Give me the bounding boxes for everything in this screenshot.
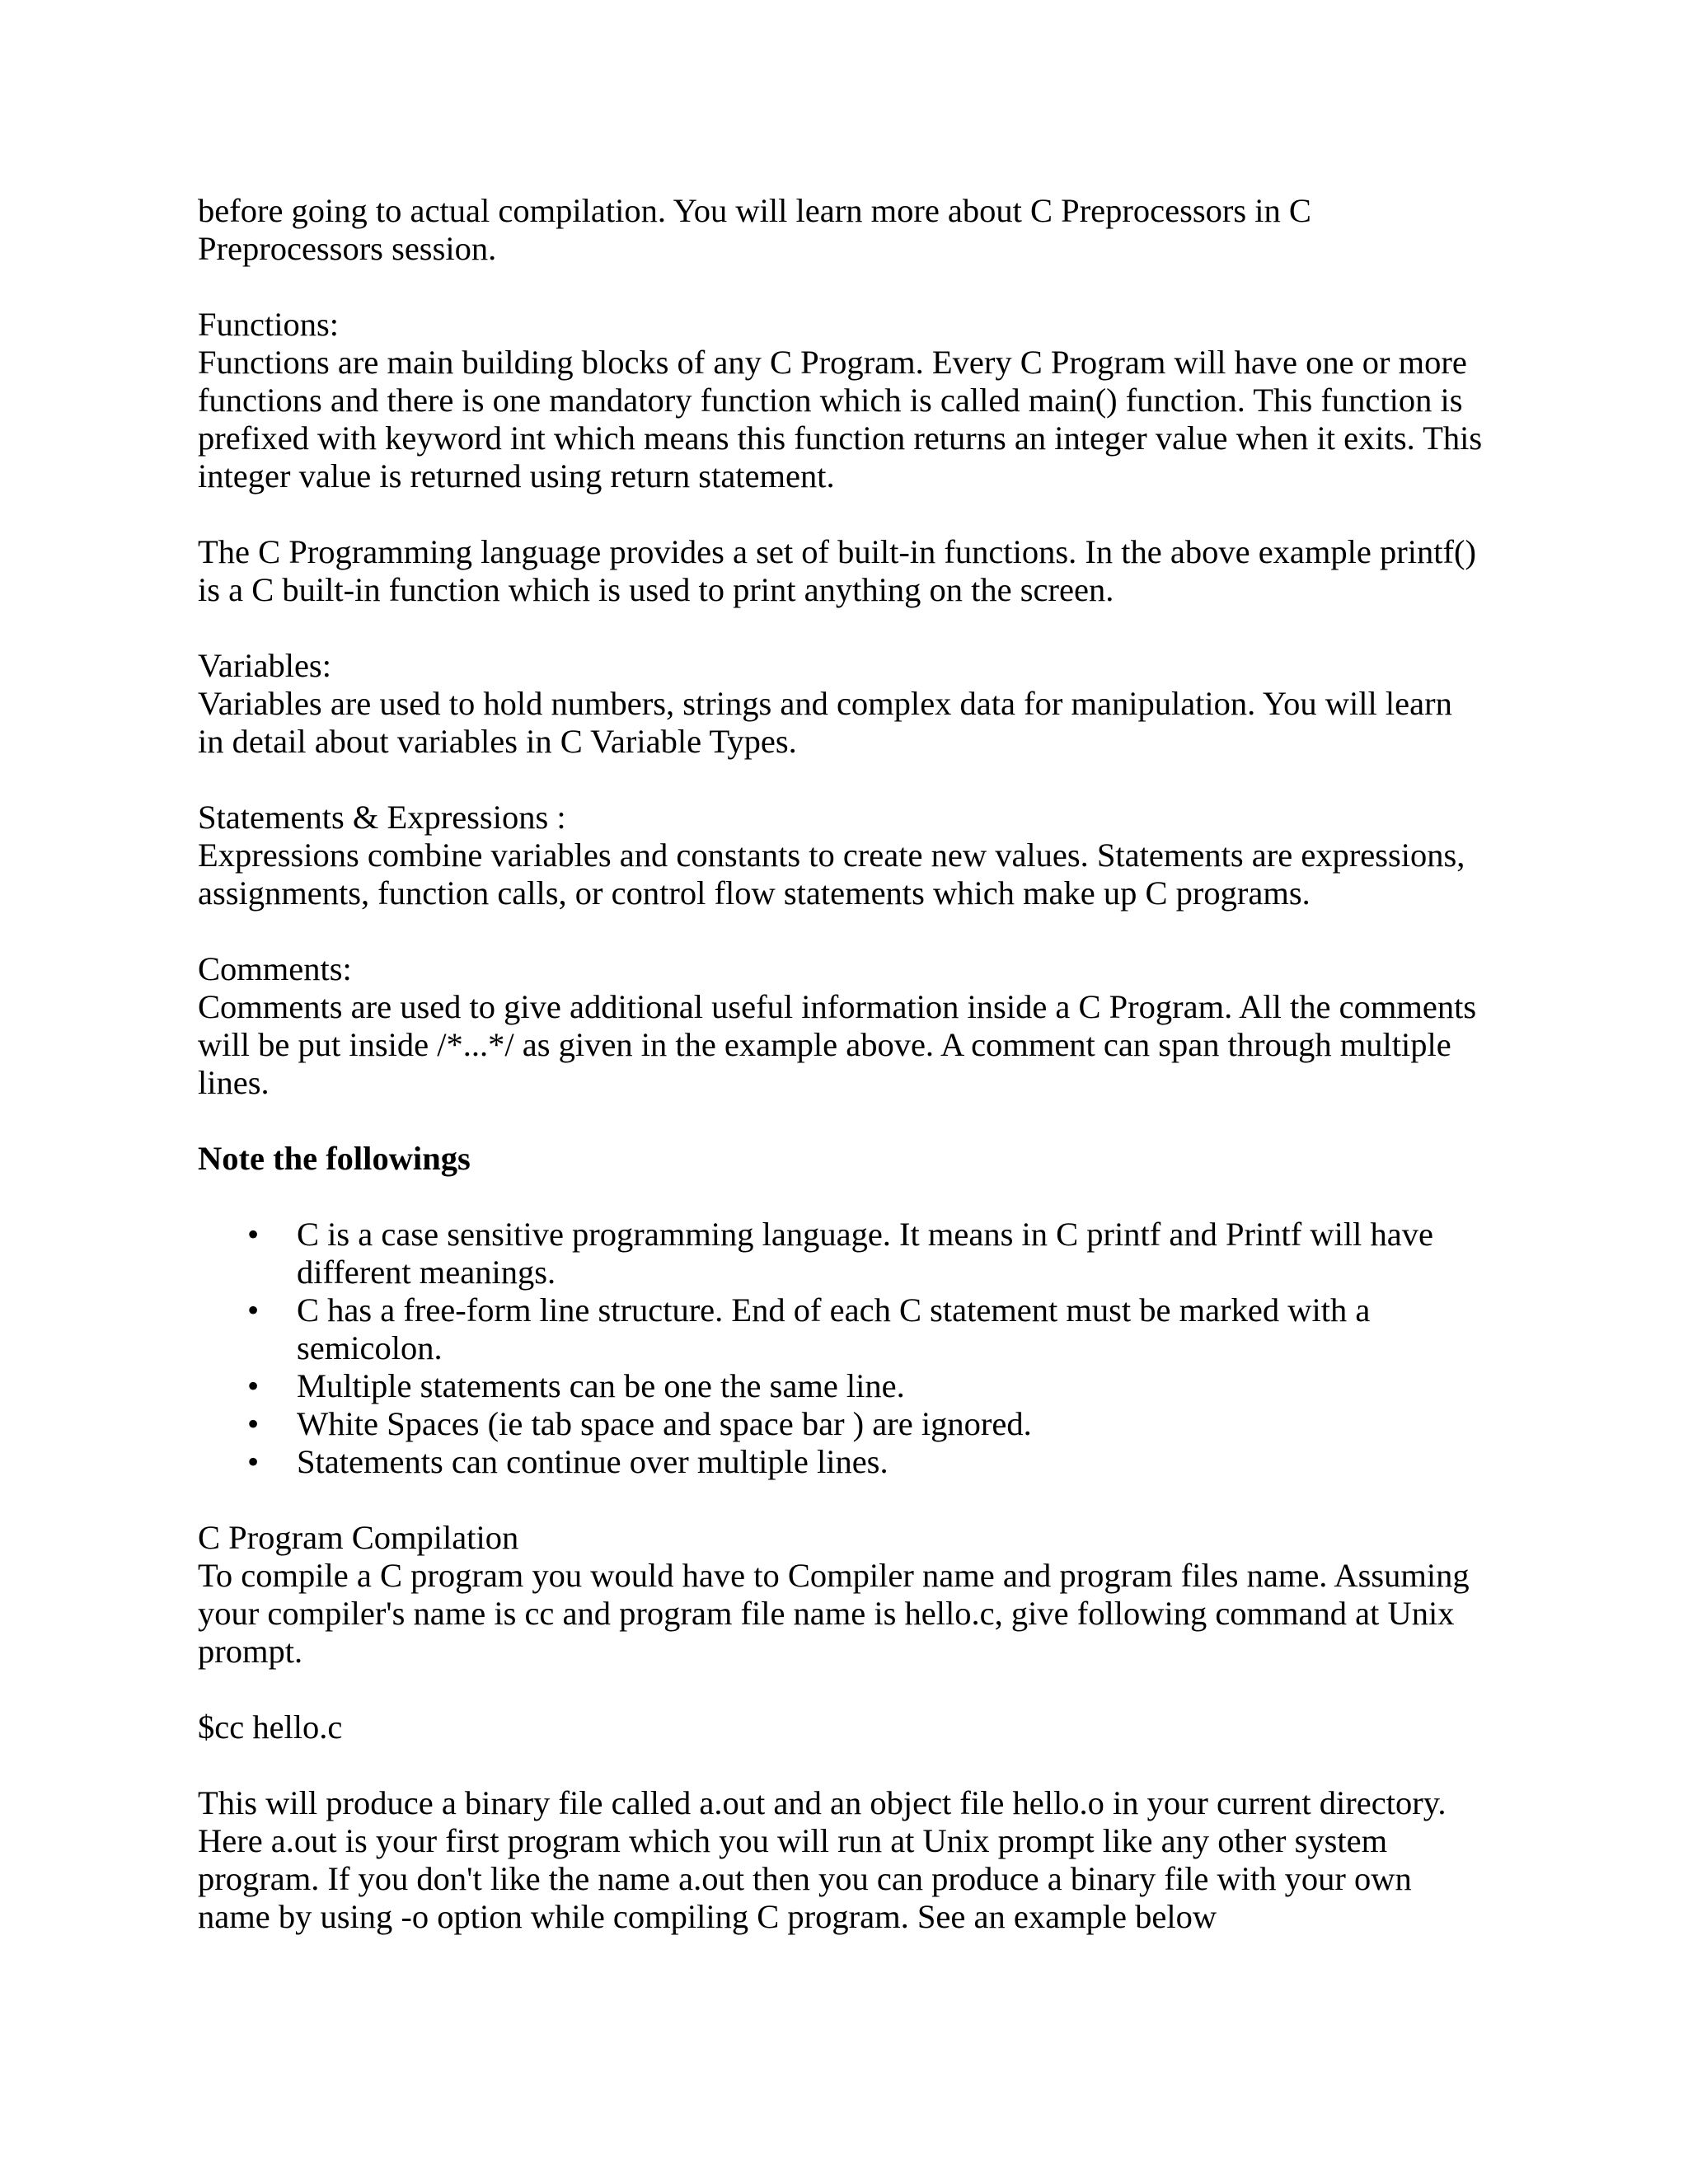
functions-paragraph: Functions are main building blocks of any C Program. Every C Program will have one or more functions and there is one mandatory function which is called main() function. This function is prefixed with keyword int which means this function returns an integer value when it exits. This integer value is returned using return statement. [198, 344, 1483, 494]
compilation-result-paragraph: This will produce a binary file called a.out and an object file hello.o in your current directory. Here a.out is your first program which you will run at Unix prompt like any other system program. If you don't like the name a.out then you can produce a binary file with your own name by using -o option while compiling C program. See an example below [198, 1784, 1447, 1935]
notes-list [198, 1216, 1484, 1481]
spacer [198, 1102, 1484, 1140]
list-item-text: White Spaces (ie tab space and space bar ) are ignored. [297, 1405, 1032, 1442]
builtin-functions-paragraph: The C Programming language provides a set of built-in functions. In the above example printf() is a C built-in function which is used to print anything on the screen. [198, 533, 1476, 608]
variables-paragraph: Variables are used to hold numbers, strings and complex data for manipulation. You will learn in detail about variables in C Variable Types. [198, 685, 1452, 760]
bullet-icon: • [247, 1405, 260, 1442]
statements-paragraph: Expressions combine variables and constants to create new values. Statements are expressions, assignments, function calls, or control flow statements which make up C programs. [198, 837, 1465, 912]
bullet-icon: • [247, 1443, 260, 1480]
comments-paragraph: Comments are used to give additional useful information inside a C Program. All the comments will be put inside /*...*/ as given in the example above. A comment can span through multiple lines. [198, 988, 1477, 1101]
list-item-text: C has a free-form line structure. End of each C statement must be marked with a semicolon. [297, 1291, 1371, 1366]
bullet-icon: • [247, 1291, 260, 1329]
list-item [198, 1405, 1484, 1443]
spacer [198, 912, 1484, 950]
spacer [198, 609, 1484, 647]
bullet-icon: • [247, 1216, 260, 1253]
notes-heading: Note the followings [198, 1140, 471, 1177]
list-item-text: C is a case sensitive programming language. It means in C printf and Printf will have different meanings. [297, 1216, 1433, 1291]
bullet-icon: • [247, 1367, 260, 1404]
list-item [198, 1367, 1484, 1405]
document-page [198, 192, 1484, 1936]
spacer [198, 495, 1484, 533]
list-item [198, 1216, 1484, 1291]
compilation-paragraph: To compile a C program you would have to Compiler name and program files name. Assuming your compiler's name is cc and program file name is hello.c, give following command at Unix prompt. [198, 1557, 1470, 1670]
spacer [198, 1746, 1484, 1784]
variables-heading: Variables: [198, 647, 331, 684]
compilation-heading: C Program Compilation [198, 1519, 519, 1556]
spacer [198, 1481, 1484, 1519]
statements-heading: Statements & Expressions : [198, 799, 566, 836]
spacer [198, 1178, 1484, 1216]
intro-paragraph: before going to actual compilation. You will learn more about C Preprocessors in C Preprocessors session. [198, 192, 1311, 267]
list-item [198, 1443, 1484, 1481]
compile-command: $cc hello.c [198, 1708, 343, 1746]
functions-heading: Functions: [198, 306, 340, 343]
list-item-text: Multiple statements can be one the same line. [297, 1367, 905, 1404]
list-item-text: Statements can continue over multiple lines. [297, 1443, 889, 1480]
spacer [198, 761, 1484, 799]
comments-heading: Comments: [198, 950, 352, 987]
spacer [198, 268, 1484, 306]
spacer [198, 1671, 1484, 1708]
list-item [198, 1291, 1484, 1367]
